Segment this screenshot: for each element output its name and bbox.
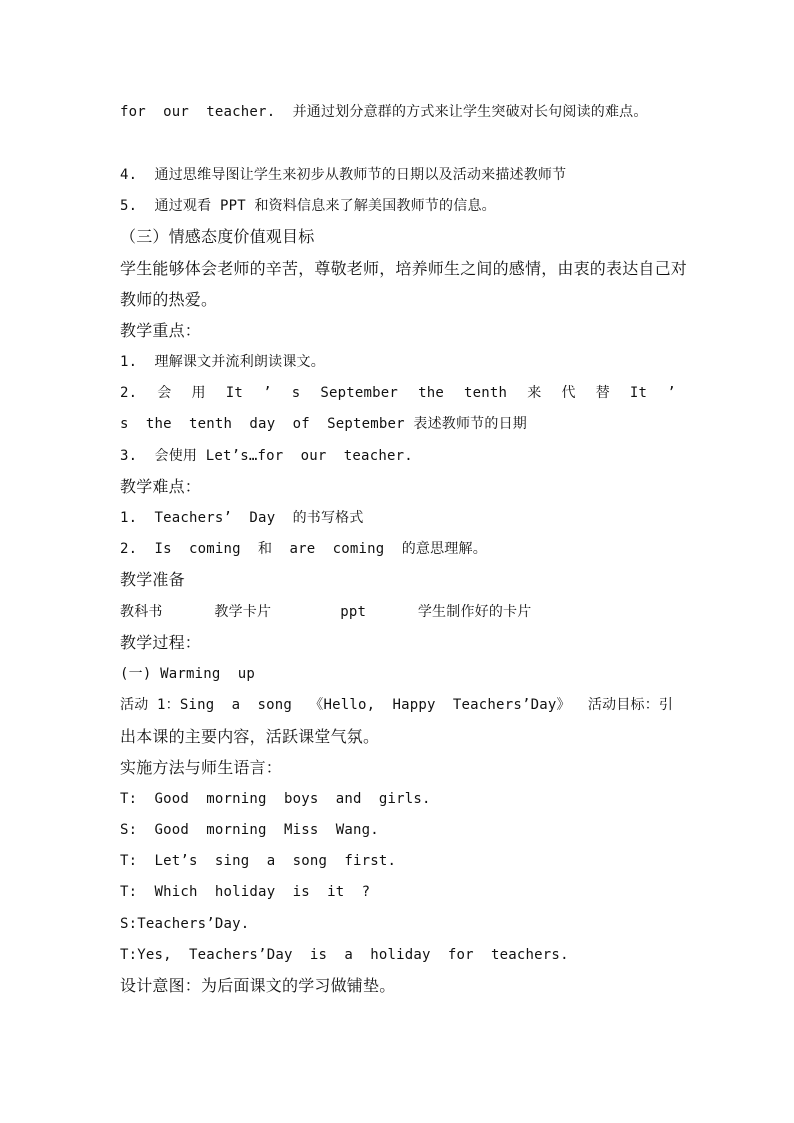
- dialogue-line: T: Let’s sing a song first.: [120, 853, 397, 869]
- section-heading: （三）情感态度价值观目标: [120, 227, 315, 246]
- text-line: 学生能够体会老师的辛苦，尊敬老师，培养师生之间的感情，由衷的表达自己对: [120, 259, 688, 278]
- document-page: [120, 0, 688, 1123]
- word: the: [418, 385, 444, 401]
- section-heading: 教学重点：: [120, 321, 202, 340]
- section-heading: 教学过程：: [120, 633, 202, 652]
- text-line: for our teacher. 并通过划分意群的方式来让学生突破对长句阅读的难点。: [120, 104, 648, 120]
- word: It: [225, 385, 244, 401]
- dialogue-line: T: Which holiday is it ?: [120, 884, 371, 900]
- text-line: 教师的热爱。: [120, 290, 218, 309]
- text-line: s the tenth day of September 表述教师节的日期: [120, 416, 527, 432]
- section-heading: 教学难点：: [120, 477, 202, 496]
- word: 2.: [120, 385, 138, 401]
- text-line: 1. 理解课文并流利朗读课文。: [120, 354, 325, 370]
- word: 用: [191, 385, 206, 401]
- text-line: 2. Is coming 和 are coming 的意思理解。: [120, 541, 487, 557]
- word: tenth: [464, 385, 508, 401]
- justified-text-line: [120, 383, 676, 403]
- word: It: [629, 385, 648, 401]
- word: 替: [595, 385, 610, 401]
- word: ’: [263, 385, 272, 401]
- text-line: 活动 1：Sing a song 《Hello, Happy Teachers’Day》 活动目标：引: [120, 697, 674, 713]
- word: 代: [561, 385, 576, 401]
- text-line: 4. 通过思维导图让学生来初步从教师节的日期以及活动来描述教师节: [120, 167, 567, 183]
- text-line: 1. Teachers’ Day 的书写格式: [120, 510, 364, 526]
- text-line: (一) Warming up: [120, 666, 256, 682]
- text-line: 3. 会使用 Let’s…for our teacher.: [120, 448, 413, 464]
- dialogue-line: T: Good morning boys and girls.: [120, 791, 431, 807]
- text-line: 出本课的主要内容，活跃课堂气氛。: [120, 727, 380, 746]
- dialogue-line: T:Yes, Teachers’Day is a holiday for teachers.: [120, 947, 569, 963]
- text-line: 设计意图：为后面课文的学习做铺垫。: [120, 976, 396, 995]
- text-line: 5. 通过观看 PPT 和资料信息来了解美国教师节的信息。: [120, 198, 496, 214]
- section-heading: 教学准备: [120, 570, 185, 589]
- word: 会: [157, 385, 172, 401]
- dialogue-line: S:Teachers’Day.: [120, 916, 250, 932]
- dialogue-line: S: Good morning Miss Wang.: [120, 822, 379, 838]
- word: s: [291, 385, 301, 401]
- text-line: 实施方法与师生语言：: [120, 758, 283, 777]
- word: September: [320, 385, 399, 401]
- word: 来: [527, 385, 542, 401]
- text-line: 教科书 教学卡片 ppt 学生制作好的卡片: [120, 604, 532, 620]
- word: ’: [667, 385, 676, 401]
